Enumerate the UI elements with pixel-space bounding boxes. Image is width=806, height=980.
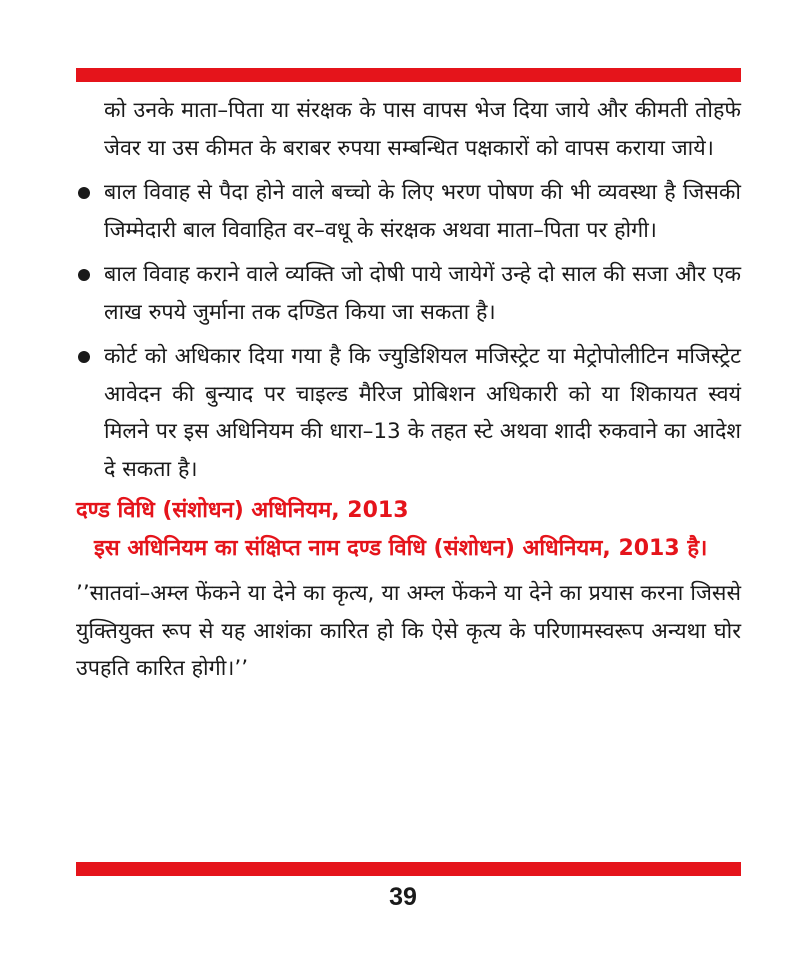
bullet-text: बाल विवाह से पैदा होने वाले बच्चो के लिए भरण पोषण की भी व्यवस्था है जिसकी जिम्मेदारी बाल विवाहित वर–वधू के संरक्षक अथवा माता–पिता पर होगी। xyxy=(104,180,741,243)
bullet-text: कोर्ट को अधिकार दिया गया है कि ज्युडिशियल मजिस्ट्रेट या मेट्रोपोलीटिन मजिस्ट्रेट आवेदन की बुन्याद पर चाइल्ड मैरिज प्रोबिशन अधिकारी को या शिकायत स्वयं मिलने पर इस अधिनियम की धारा–13 के तहत स्टे अथवा शादी रुकवाने का आदेश दे सकता है। xyxy=(104,344,741,482)
bottom-red-rule xyxy=(76,862,741,876)
page-number: 39 xyxy=(389,883,417,911)
list-item xyxy=(76,256,741,331)
section-subheading: इस अधिनियम का संक्षिप्त नाम दण्ड विधि (संशोधन) अधिनियम, 2013 है। xyxy=(94,536,708,561)
continuation-paragraph: को उनके माता–पिता या संरक्षक के पास वापस भेज दिया जाये और कीमती तोहफे जेवर या उस कीमत के बराबर रुपया सम्बन्धित पक्षकारों को वापस कराया जाये। xyxy=(104,98,741,161)
list-item xyxy=(76,338,741,488)
quoted-clause: ’’सातवां–अम्ल फेंकने या देने का कृत्य, या अम्ल फेंकने या देने का प्रयास करना जिससे युक्तियुक्त रूप से यह आशंका कारित हो कि ऐसे कृत्य के परिणामस्वरूप अन्यथा घोर उपहति कारित होगी।’’ xyxy=(76,581,741,681)
section-heading: दण्ड विधि (संशोधन) अधिनियम, 2013 xyxy=(76,498,409,523)
list-item xyxy=(76,174,741,249)
bullet-text: बाल विवाह कराने वाले व्यक्ति जो दोषी पाये जायेगें उन्हे दो साल की सजा और एक लाख रुपये जुर्माना तक दण्डित किया जा सकता है। xyxy=(104,262,741,325)
bullet-icon xyxy=(78,351,90,363)
bullet-icon xyxy=(78,187,90,199)
page-content xyxy=(76,92,741,709)
top-red-rule xyxy=(76,68,741,82)
bullet-icon xyxy=(78,269,90,281)
